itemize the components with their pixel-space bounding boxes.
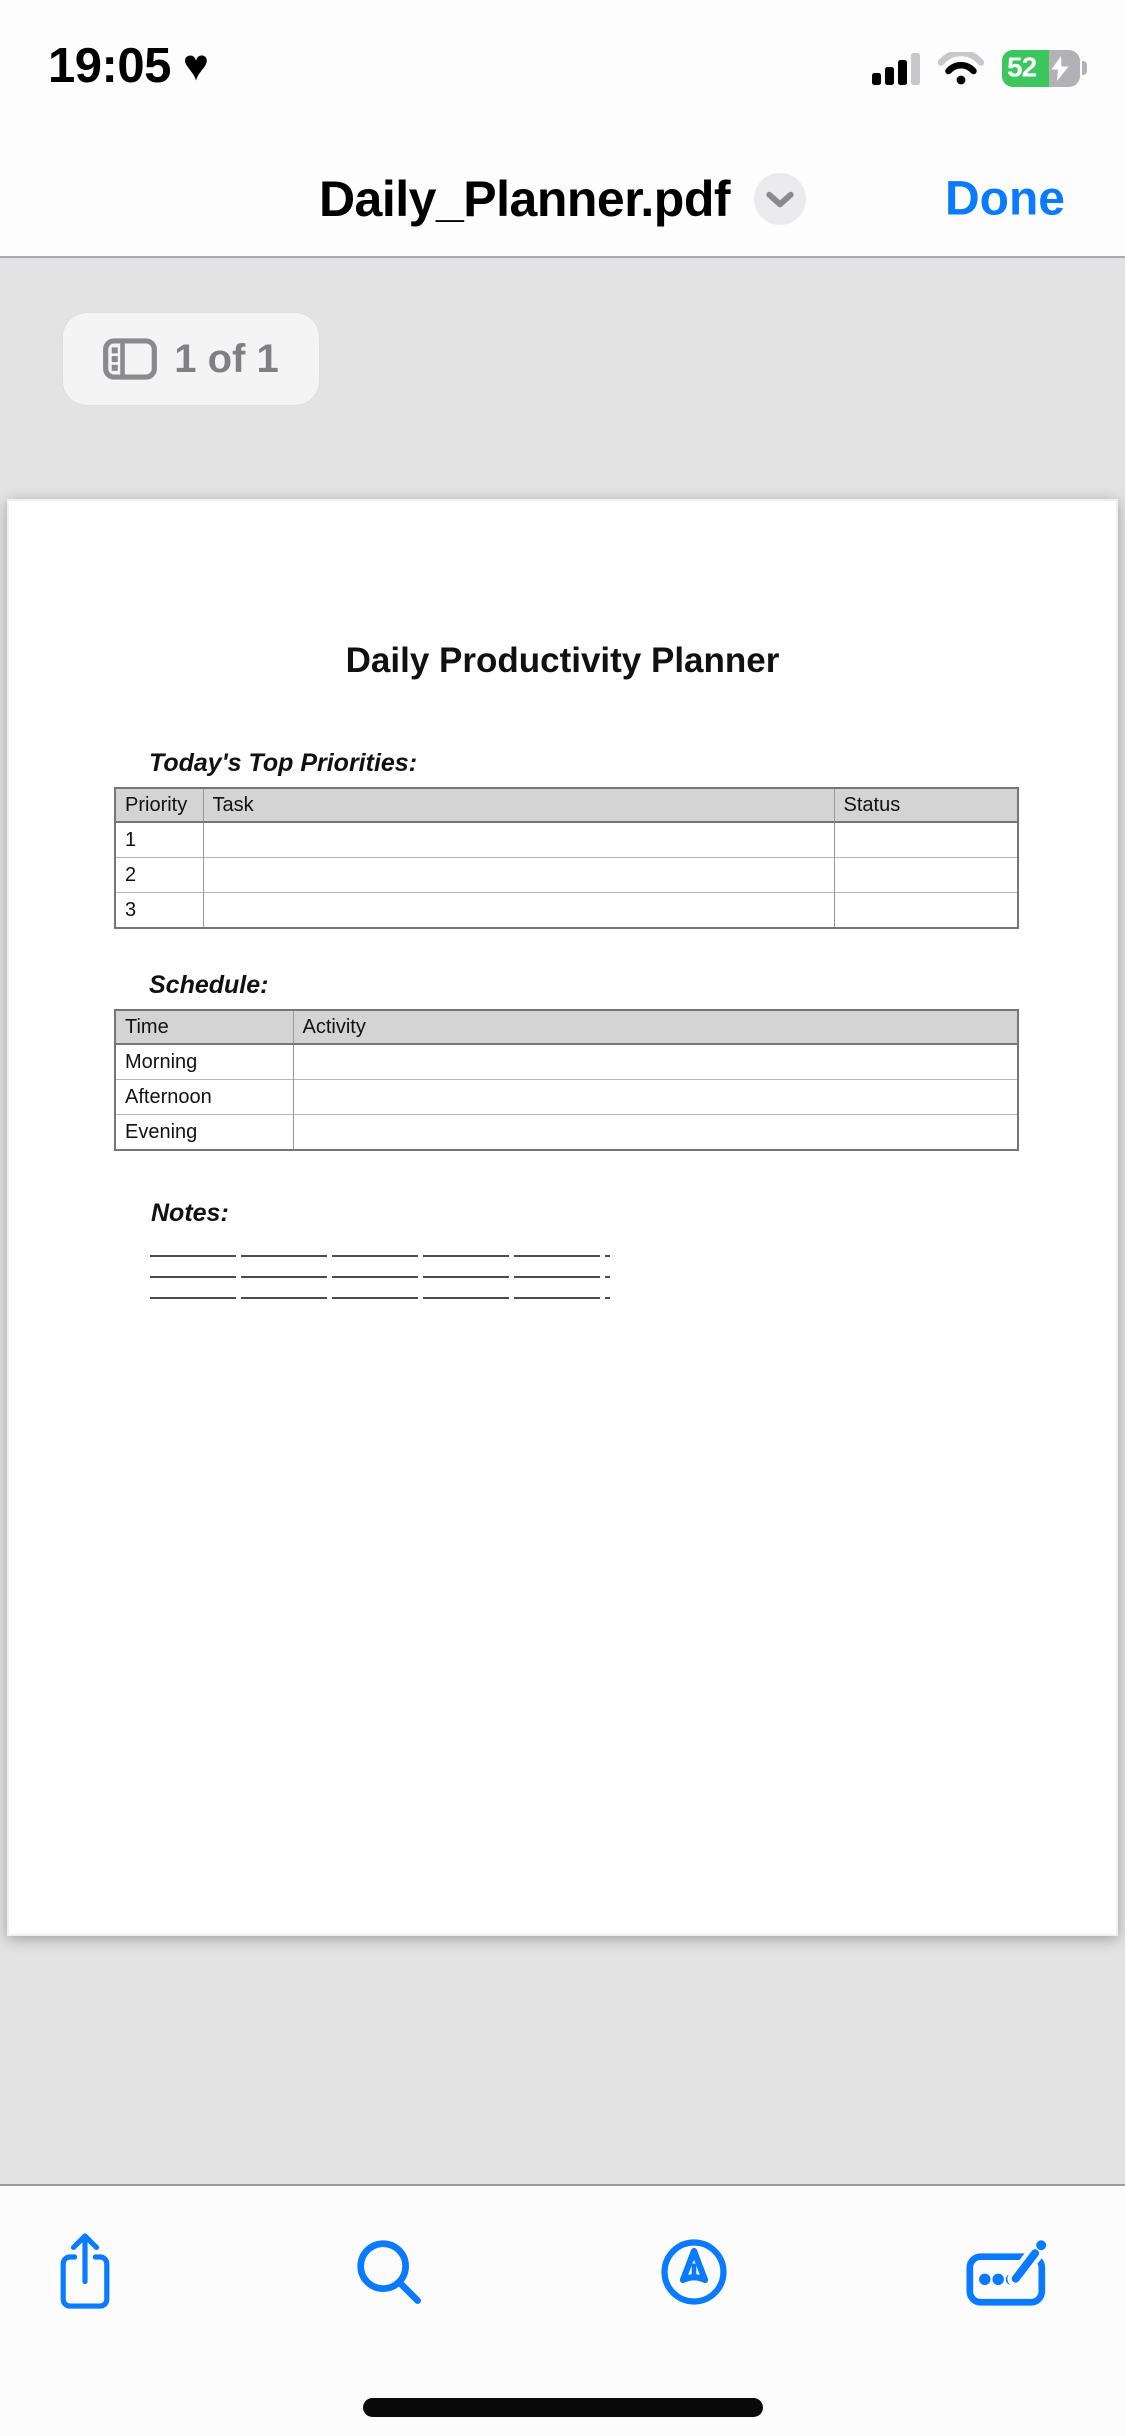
page-indicator-label: 1 of 1 [174,336,279,381]
table-cell [203,893,834,929]
table-row [115,858,1018,893]
battery-percent: 52 [1007,51,1037,83]
table-header-row [115,1010,1018,1044]
table-row [115,893,1018,929]
table-cell [834,822,1018,858]
table-cell [293,1044,1018,1080]
bottom-toolbar [0,2184,1125,2436]
search-icon [354,2237,424,2307]
signature-fill-icon [966,2236,1052,2308]
notes-line [150,1255,610,1257]
autofill-sign-button[interactable] [961,2222,1057,2322]
column-header: Task [203,788,834,822]
table-row [115,1080,1018,1115]
table-cell: 2 [115,858,203,893]
column-header: Activity [293,1010,1018,1044]
share-button[interactable] [37,2222,133,2322]
chevron-down-icon [765,188,795,210]
table-cell: 1 [115,822,203,858]
pdf-page[interactable] [7,499,1118,1936]
table-header-row [115,788,1018,822]
table-cell: Morning [115,1044,293,1080]
column-header: Status [834,788,1018,822]
battery-body [1002,50,1080,87]
priorities-heading: Today's Top Priorities: [149,749,418,777]
document-heading: Daily Productivity Planner [345,641,780,680]
notes-line [150,1297,610,1299]
table-cell [293,1115,1018,1151]
file-title: Daily_Planner.pdf [318,171,731,227]
wifi-icon [938,52,984,85]
notes-line [150,1276,610,1278]
markup-button[interactable] [646,2222,742,2322]
schedule-heading: Schedule: [149,971,269,999]
column-header: Priority [115,788,203,822]
home-indicator[interactable] [363,2398,763,2417]
status-icons [872,48,1087,88]
thumbnails-sidebar-icon [103,338,157,380]
markup-icon [660,2238,728,2306]
table-cell [203,822,834,858]
schedule-table [114,1009,1019,1151]
share-icon [55,2231,115,2313]
title-menu-button[interactable] [754,173,806,225]
search-button[interactable] [341,2222,437,2322]
status-time [48,38,208,94]
table-cell: 3 [115,893,203,929]
table-cell [834,858,1018,893]
table-cell [834,893,1018,929]
cellular-signal-icon [872,52,920,85]
table-cell: Afternoon [115,1080,293,1115]
table-cell [203,858,834,893]
pdf-viewer-area [0,258,1125,2184]
table-row [115,1044,1018,1080]
done-button[interactable]: Done [945,172,1065,226]
notes-heading: Notes: [151,1199,229,1227]
header [0,0,1125,258]
table-row [115,822,1018,858]
column-header: Time [115,1010,293,1044]
table-row [115,1115,1018,1151]
table-cell [293,1080,1018,1115]
clock-text: 19:05 [48,39,171,93]
heart-icon: ♥ [182,41,209,90]
battery-charging-icon [1002,50,1087,87]
battery-cap [1082,61,1087,75]
charging-bolt-icon [1049,56,1071,81]
priorities-table [114,787,1019,929]
table-cell: Evening [115,1115,293,1151]
page-indicator-badge[interactable] [63,313,319,405]
